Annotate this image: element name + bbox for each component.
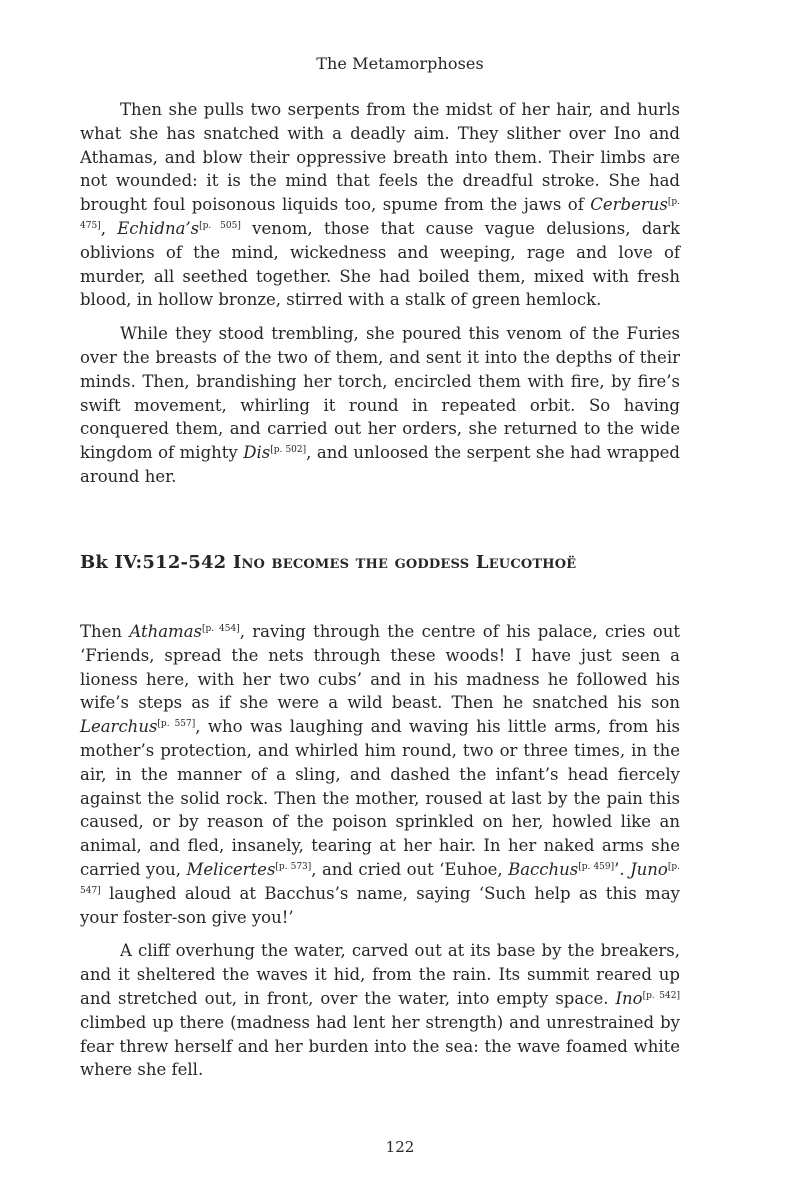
page-reference[interactable]: [p. 557] (157, 719, 196, 730)
paragraph-2 (80, 322, 680, 489)
page-number: 122 (385, 1138, 415, 1156)
name-link-athamas: Athamas (129, 622, 202, 641)
section-title: Ino becomes the goddess Leucothoë (232, 552, 577, 573)
section-reference: Bk IV:512-542 (80, 552, 233, 573)
paragraph-text: While they stood trembling, she poured this venom of the Furies over the breasts of the two of them, and sent it into the depths of their minds. Then, brandishing her torch, encircled them with fire, by fire’s swift movement, whirling it round in repeated orbit. So having conquered them, and carried out her orders, she returned to the wide kingdom of mighty (80, 324, 680, 463)
name-link-learchus: Learchus (80, 717, 158, 737)
paragraph-text: , raving through the centre of his palace, cries out ‘Friends, spread the nets through these woods! I have just seen a lioness here, with her two cubs’ and in his madness he followed his wife’s steps as if she were a wild beast. Then he snatched his son (80, 622, 680, 713)
paragraph-text: Then she pulls two serpents from the midst of her hair, and hurls what she has snatched with a deadly aim. They slither over Ino and Athamas, and blow their oppressive breath into them. Their limbs are not wounded: it is the mind that feels the dreadful stroke. She had brought foul poisonous liquids too, spume from the jaws of (80, 100, 680, 215)
paragraph-1 (80, 98, 680, 312)
page-reference[interactable]: [p. 459] (578, 861, 615, 872)
paragraph-3 (80, 620, 680, 929)
page-reference[interactable]: [p. 547] (80, 861, 681, 896)
running-head: The Metamorphoses (316, 54, 484, 73)
name-link-cerberus: Cerberus (590, 195, 668, 215)
text-block-bottom (80, 620, 680, 1082)
paragraph-text: ’. (614, 859, 631, 879)
page-reference[interactable]: [p. 573] (275, 861, 312, 872)
name-link-bacchus: Bacchus (508, 859, 579, 879)
page-reference[interactable]: [p. 542] (642, 990, 680, 1001)
name-link-ino: Ino (615, 988, 643, 1008)
name-link-echidna: Echidna’s (117, 218, 200, 238)
text-block-top (80, 98, 680, 489)
paragraph-text: , (100, 218, 118, 238)
paragraph-text: climbed up there (madness had lent her strength) and unrestrained by fear threw herself and her burden into the sea: the wave foamed white where she fell. (80, 1012, 680, 1080)
name-link-dis: Dis (243, 443, 271, 463)
paragraph-text: laughed aloud at Bacchus’s name, saying ‘Such help as this may your foster-son give you!’ (80, 883, 680, 927)
section-heading (80, 552, 700, 573)
name-link-melicertes: Melicertes (186, 859, 276, 879)
paragraph-text: Then (80, 622, 130, 641)
page-reference[interactable]: [p. 454] (202, 624, 240, 634)
paragraph-text: A cliff overhung the water, carved out at its base by the breakers, and it sheltered the waves it hid, from the rain. Its summit reared up and stretched out, in front, over the water, into empty space. (80, 941, 680, 1008)
paragraph-text: venom, those that cause vague delusions, dark oblivions of the mind, wickedness and weeping, rage and love of murder, all seethed together. She had boiled them, mixed with fresh blood, in hollow bronze, stirred with a stalk of green hemlock. (80, 218, 681, 310)
page-reference[interactable]: [p. 505] (199, 220, 241, 231)
name-link-juno: Juno (630, 859, 668, 879)
page-reference[interactable]: [p. 502] (270, 445, 307, 456)
page-reference[interactable]: [p. 475] (80, 197, 680, 231)
paragraph-text: , who was laughing and waving his little arms, from his mother’s protection, and whirled him round, two or three times, in the air, in the manner of a sling, and dashed the infant’s head fiercely against the solid rock. Then the mother, roused at last by the pain this caused, or by reason of the poison sprinkled on her, howled like an animal, and fled, insanely, tearing at her hair. In her naked arms she carried you, (80, 717, 681, 879)
paragraph-text: , and unloosed the serpent she had wrapped around her. (80, 443, 680, 486)
paragraph-text: , and cried out ‘Euhoe, (311, 859, 509, 879)
paragraph-4 (80, 939, 680, 1082)
